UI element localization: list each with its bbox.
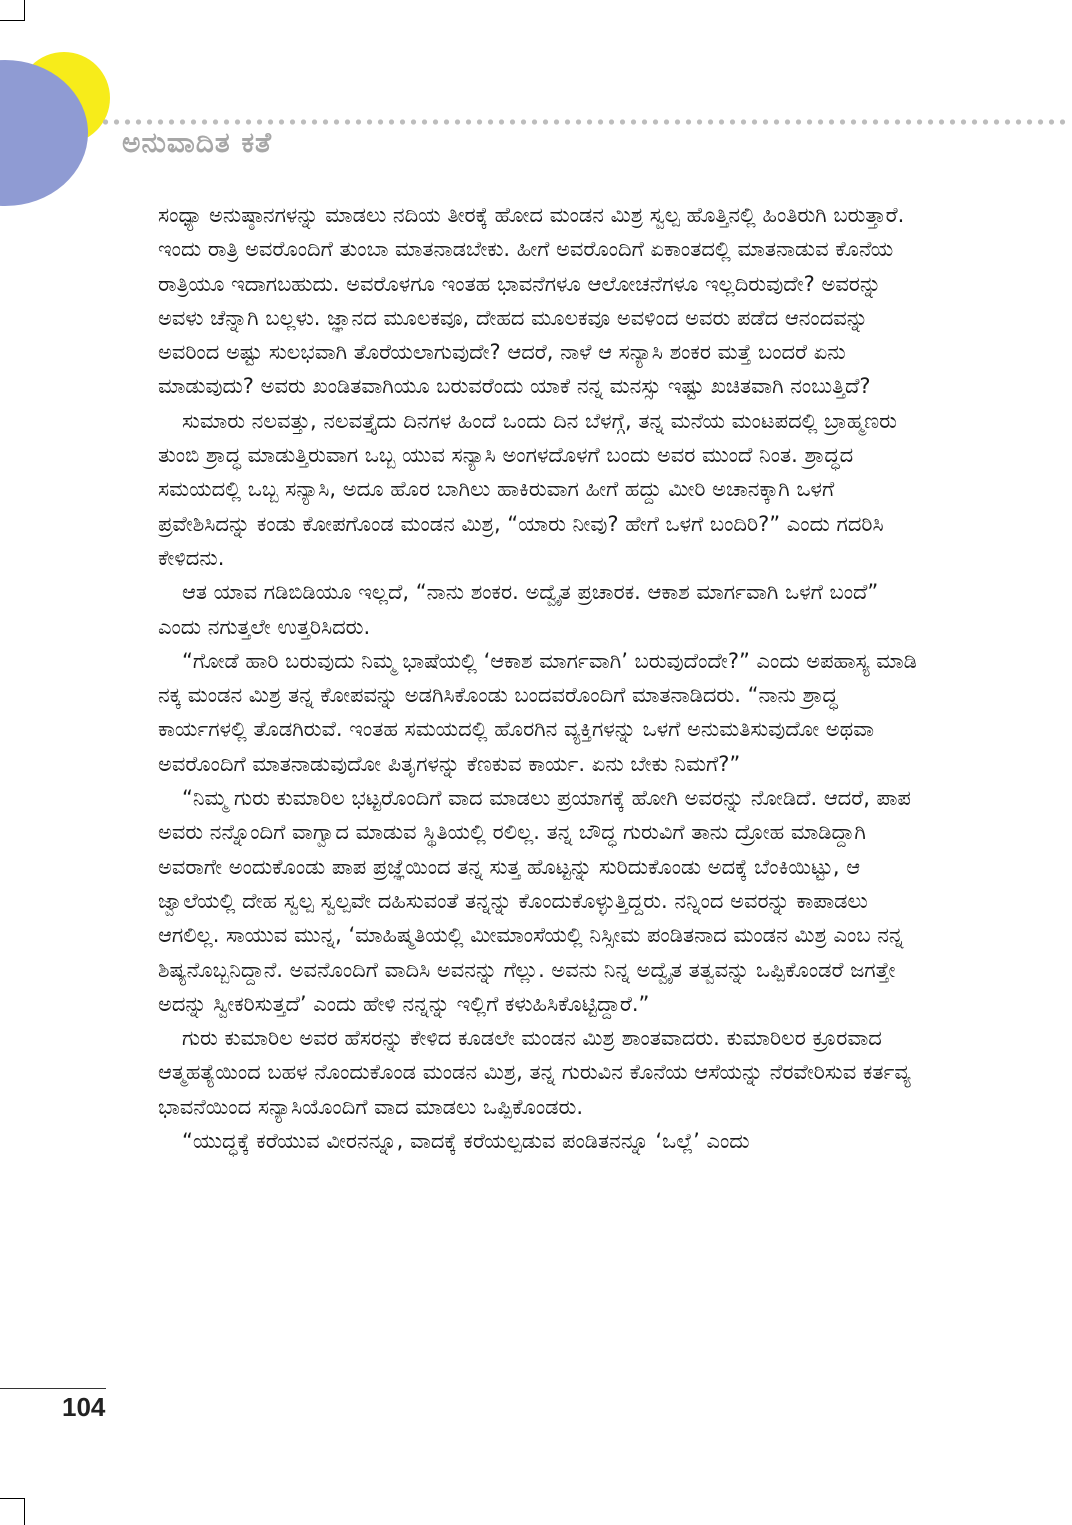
- paragraph-7: “ಯುದ್ಧಕ್ಕೆ ಕರೆಯುವ ವೀರನನ್ನೂ, ವಾದಕ್ಕೆ ಕರೆಯಲ್ಪಡುವ ಪಂಡಿತನನ್ನೂ ‘ಒಲ್ಲೆ’ ಎಂದು: [182, 1129, 750, 1154]
- crop-mark-bottom-left-vertical: [24, 1498, 25, 1525]
- paragraph-6: ಗುರು ಕುಮಾರಿಲ ಅವರ ಹೆಸರನ್ನು ಕೇಳಿದ ಕೂಡಲೇ ಮಂಡನ ಮಿಶ್ರ ಶಾಂತವಾದರು. ಕುಮಾರಿಲರ ಕ್ರೂರವಾದ ಆತ್ಮಹತ್ಯೆಯಿಂದ ಬಹಳ ನೊಂದುಕೊಂಡ ಮಂಡನ ಮಿಶ್ರ, ತನ್ನ ಗುರುವಿನ ಕೊನೆಯ ಆಸೆಯನ್ನು ನೆರವೇರಿಸುವ ಕರ್ತವ್ಯ ಭಾವನೆಯಿಂದ ಸನ್ಯಾಸಿಯೊಂದಿಗೆ ವಾದ ಮಾಡಲು ಒಪ್ಪಿಕೊಂಡರು.: [158, 1026, 911, 1119]
- dotted-header-rule: [100, 118, 1068, 126]
- paragraph-1: ಸಂಧ್ಯಾ ಅನುಷ್ಠಾನಗಳನ್ನು ಮಾಡಲು ನದಿಯ ತೀರಕ್ಕೆ ಹೋದ ಮಂಡನ ಮಿಶ್ರ ಸ್ವಲ್ಪ ಹೊತ್ತಿನಲ್ಲಿ ಹಿಂತಿರುಗಿ ಬರುತ್ತಾರೆ. ಇಂದು ರಾತ್ರಿ ಅವರೊಂದಿಗೆ ತುಂಬಾ ಮಾತನಾಡಬೇಕು. ಹೀಗೆ ಅವರೊಂದಿಗೆ ಏಕಾಂತದಲ್ಲಿ ಮಾತನಾಡುವ ಕೊನೆಯ ರಾತ್ರಿಯೂ ಇದಾಗಬಹುದು. ಅವರೊಳಗೂ ಇಂತಹ ಭಾವನೆಗಳೂ ಆಲೋಚನೆಗಳೂ ಇಲ್ಲದಿರುವುದೇ? ಅವರನ್ನು ಅವಳು ಚೆನ್ನಾಗಿ ಬಲ್ಲಳು. ಜ್ಞಾನದ ಮೂಲಕವೂ, ದೇಹದ ಮೂಲಕವೂ ಅವಳಿಂದ ಅವರು ಪಡೆದ ಆನಂದವನ್ನು ಅವರಿಂದ ಅಷ್ಟು ಸುಲಭವಾಗಿ ತೊರೆಯಲಾಗುವುದೇ? ಆದರೆ, ನಾಳೆ ಆ ಸನ್ಯಾಸಿ ಶಂಕರ ಮತ್ತೆ ಬಂದರೆ ಏನು ಮಾಡುವುದು? ಅವರು ಖಂಡಿತವಾಗಿಯೂ ಬರುವರೆಂದು ಯಾಕೆ ನನ್ನ ಮನಸ್ಸು ಇಷ್ಟು ಖಚಿತವಾಗಿ ನಂಬುತ್ತಿದೆ?: [158, 203, 905, 399]
- paragraph-2: ಸುಮಾರು ನಲವತ್ತು, ನಲವತ್ತೈದು ದಿನಗಳ ಹಿಂದೆ ಒಂದು ದಿನ ಬೆಳಗ್ಗೆ, ತನ್ನ ಮನೆಯ ಮಂಟಪದಲ್ಲಿ ಬ್ರಾಹ್ಮಣರು ತುಂಬಿ ಶ್ರಾದ್ಧ ಮಾಡುತ್ತಿರುವಾಗ ಒಬ್ಬ ಯುವ ಸನ್ಯಾಸಿ ಅಂಗಳದೊಳಗೆ ಬಂದು ಅವರ ಮುಂದೆ ನಿಂತ. ಶ್ರಾದ್ಧದ ಸಮಯದಲ್ಲಿ ಒಬ್ಬ ಸನ್ಯಾಸಿ, ಅದೂ ಹೊರ ಬಾಗಿಲು ಹಾಕಿರುವಾಗ ಹೀಗೆ ಹದ್ದು ಮೀರಿ ಅಚಾನಕ್ಕಾಗಿ ಒಳಗೆ ಪ್ರವೇಶಿಸಿದನ್ನು ಕಂಡು ಕೋಪಗೊಂಡ ಮಂಡನ ಮಿಶ್ರ, “ಯಾರು ನೀವು? ಹೇಗೆ ಒಳಗೆ ಬಂದಿರಿ?” ಎಂದು ಗದರಿಸಿ ಕೇಳಿದನು.: [158, 408, 897, 570]
- crop-mark-top-left-vertical: [24, 0, 25, 20]
- section-title: ಅನುವಾದಿತ ಕತೆ: [122, 126, 273, 159]
- crop-mark-top-left-horizontal: [0, 20, 25, 21]
- crop-mark-bottom-left-horizontal: [0, 1498, 25, 1499]
- paragraph-5: “ನಿಮ್ಮ ಗುರು ಕುಮಾರಿಲ ಭಟ್ಟರೊಂದಿಗೆ ವಾದ ಮಾಡಲು ಪ್ರಯಾಗಕ್ಕೆ ಹೋಗಿ ಅವರನ್ನು ನೋಡಿದೆ. ಆದರೆ, ಪಾಪ ಅವರು ನನ್ನೊಂದಿಗೆ ವಾಗ್ವಾದ ಮಾಡುವ ಸ್ಥಿತಿಯಲ್ಲಿ ರಲಿಲ್ಲ. ತನ್ನ ಬೌದ್ಧ ಗುರುವಿಗೆ ತಾನು ದ್ರೋಹ ಮಾಡಿದ್ದಾಗಿ ಅವರಾಗೇ ಅಂದುಕೊಂಡು ಪಾಪ ಪ್ರಜ್ಞೆಯಿಂದ ತನ್ನ ಸುತ್ತ ಹೊಟ್ಟನ್ನು ಸುರಿದುಕೊಂಡು ಅದಕ್ಕೆ ಬೆಂಕಿಯಿಟ್ಟು, ಆ ಜ್ವಾಲೆಯಲ್ಲಿ ದೇಹ ಸ್ವಲ್ಪ ಸ್ವಲ್ಪವೇ ದಹಿಸುವಂತೆ ತನ್ನನ್ನು ಕೊಂದುಕೊಳ್ಳುತ್ತಿದ್ದರು. ನನ್ನಿಂದ ಅವರನ್ನು ಕಾಪಾಡಲು ಆಗಲಿಲ್ಲ. ಸಾಯುವ ಮುನ್ನ, ‘ಮಾಹಿಷ್ಮತಿಯಲ್ಲಿ ಮೀಮಾಂಸೆಯಲ್ಲಿ ನಿಸ್ಸೀಮ ಪಂಡಿತನಾದ ಮಂಡನ ಮಿಶ್ರ ಎಂಬ ನನ್ನ ಶಿಷ್ಯನೊಬ್ಬನಿದ್ದಾನೆ. ಅವನೊಂದಿಗೆ ವಾದಿಸಿ ಅವನನ್ನು ಗೆಲ್ಲು. ಅವನು ನಿನ್ನ ಅದ್ವೈತ ತತ್ವವನ್ನು ಒಪ್ಪಿಕೊಂಡರೆ ಜಗತ್ತೇ ಅದನ್ನು ಸ್ವೀಕರಿಸುತ್ತದೆ’ ಎಂದು ಹೇಳಿ ನನ್ನನ್ನು ಇಲ್ಲಿಗೆ ಕಳುಹಿಸಿಕೊಟ್ಟಿದ್ದಾರೆ.”: [158, 786, 911, 1016]
- paragraph-4: “ಗೋಡೆ ಹಾರಿ ಬರುವುದು ನಿಮ್ಮ ಭಾಷೆಯಲ್ಲಿ ‘ಆಕಾಶ ಮಾರ್ಗವಾಗಿ’ ಬರುವುದೆಂದೇ?” ಎಂದು ಅಪಹಾಸ್ಯ ಮಾಡಿ ನಕ್ಕ ಮಂಡನ ಮಿಶ್ರ ತನ್ನ ಕೋಪವನ್ನು ಅಡಗಿಸಿಕೊಂಡು ಬಂದವರೊಂದಿಗೆ ಮಾತನಾಡಿದರು. “ನಾನು ಶ್ರಾದ್ಧ ಕಾರ್ಯಗಳಲ್ಲಿ ತೊಡಗಿರುವೆ. ಇಂತಹ ಸಮಯದಲ್ಲಿ ಹೊರಗಿನ ವ್ಯಕ್ತಿಗಳನ್ನು ಒಳಗೆ ಅನುಮತಿಸುವುದೋ ಅಥವಾ ಅವರೊಂದಿಗೆ ಮಾತನಾಡುವುದೋ ಪಿತೃಗಳನ್ನು ಕೆಣಕುವ ಕಾರ್ಯ. ಏನು ಬೇಕು ನಿಮಗೆ?”: [158, 648, 917, 776]
- page-number-rule: [0, 1388, 106, 1389]
- paragraph-3: ಆತ ಯಾವ ಗಡಿಬಿಡಿಯೂ ಇಲ್ಲದೆ, “ನಾನು ಶಂಕರ. ಅದ್ವೈತ ಪ್ರಚಾರಕ. ಆಕಾಶ ಮಾರ್ಗವಾಗಿ ಒಳಗೆ ಬಂದೆ” ಎಂದು ನಗುತ್ತಲೇ ಉತ್ತರಿಸಿದರು.: [158, 580, 879, 639]
- page-number: 104: [62, 1392, 106, 1422]
- story-body: [158, 198, 918, 1158]
